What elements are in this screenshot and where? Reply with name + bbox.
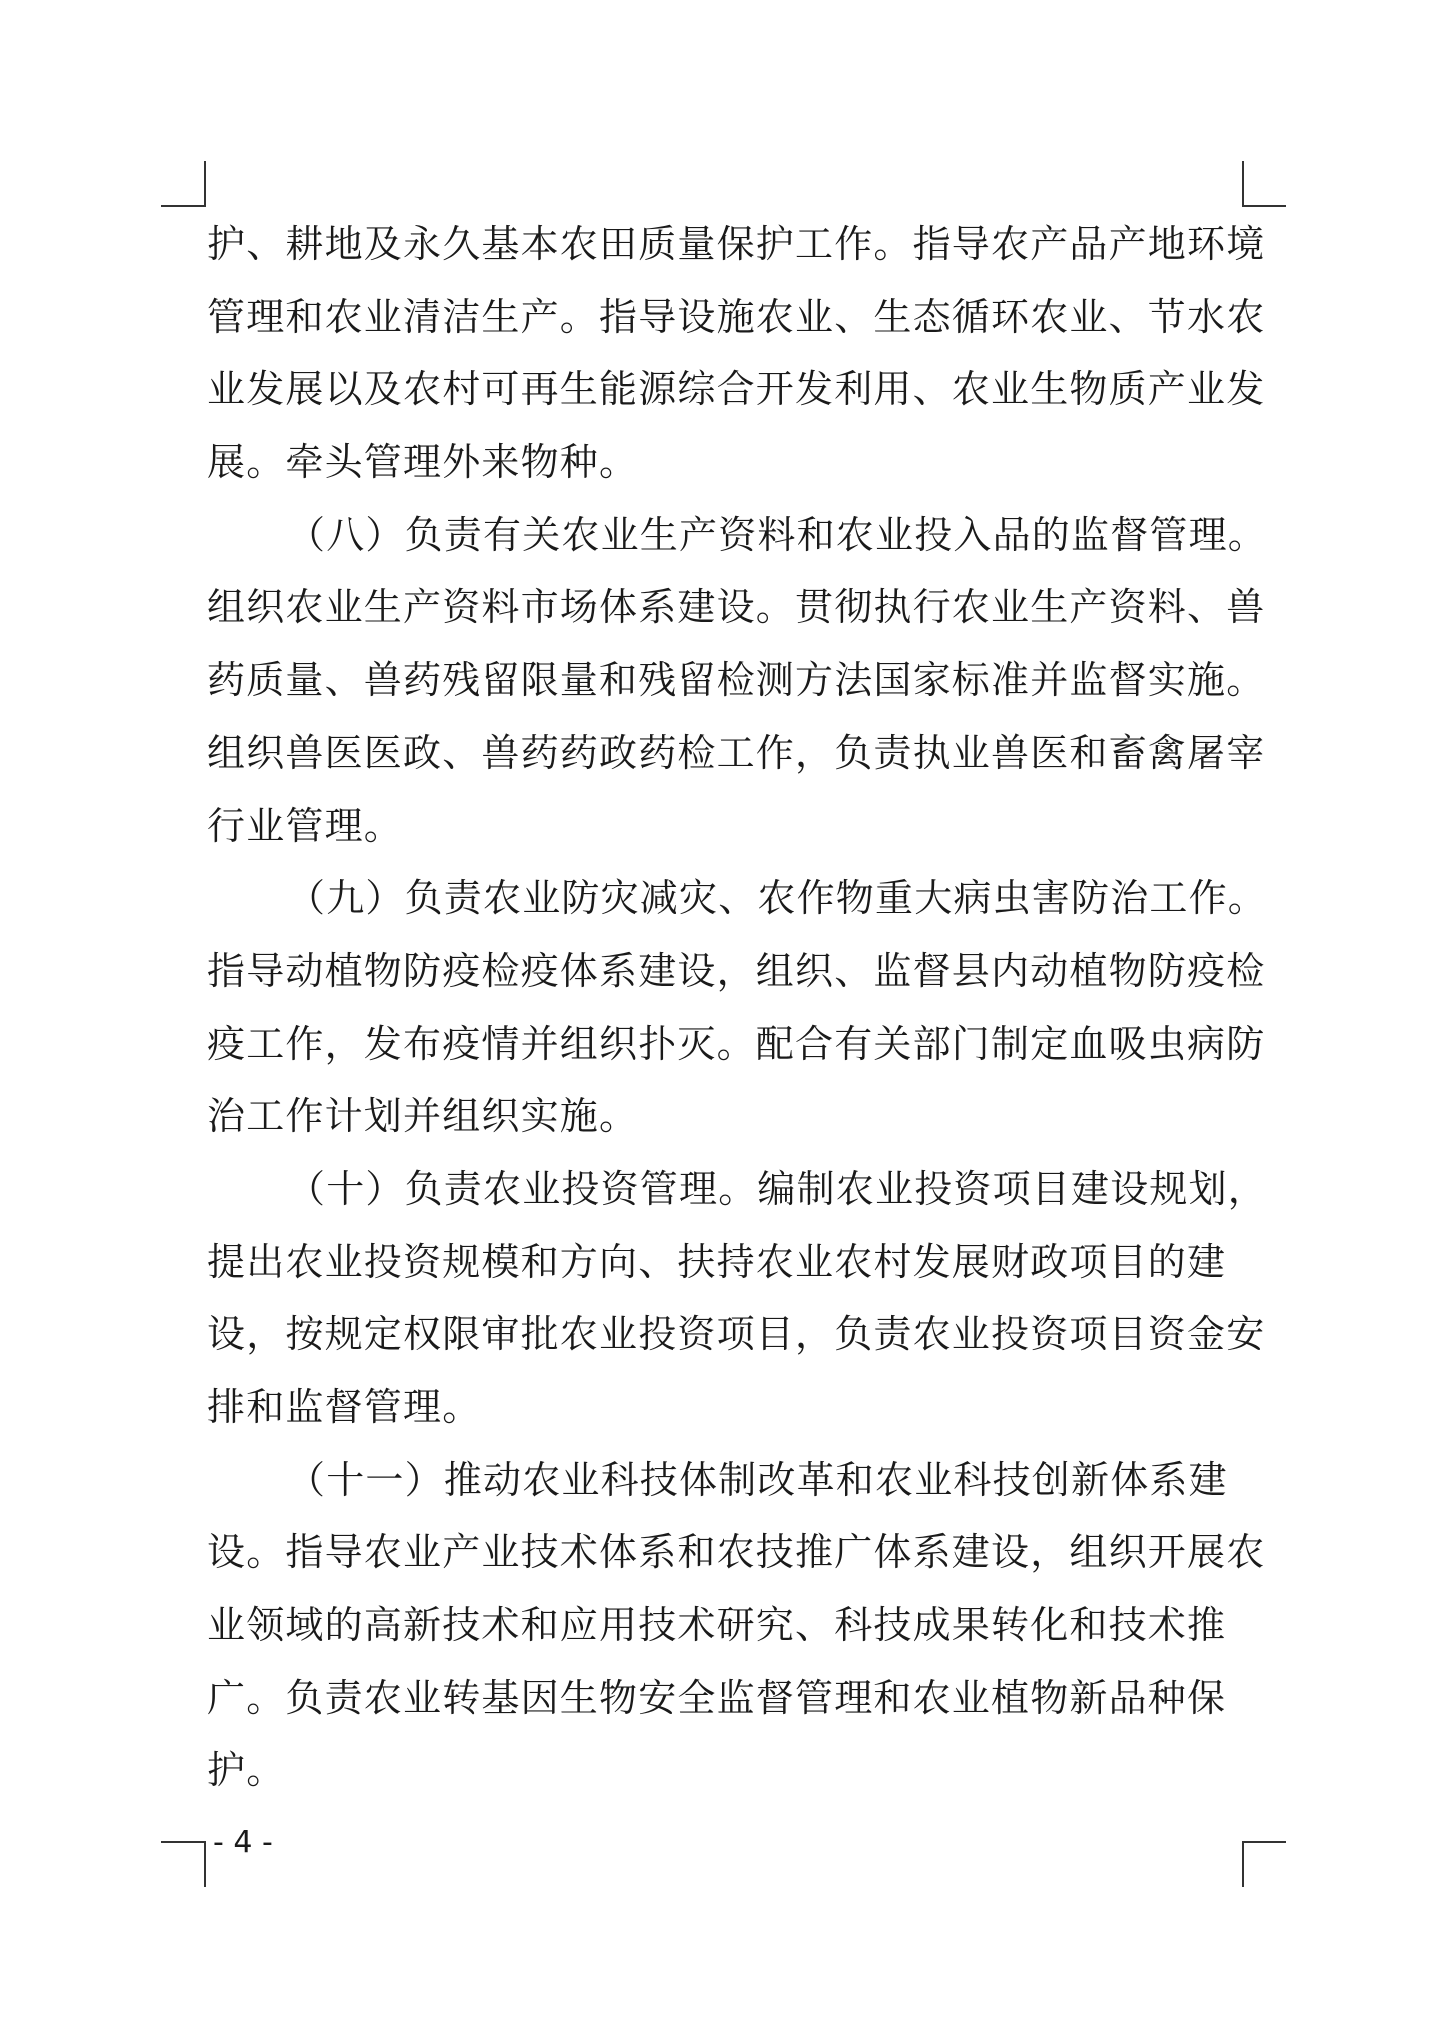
text-line: 行业管理。 [207, 803, 404, 848]
crop-mark-bottom-left-h [161, 1841, 205, 1843]
text-line: 组织兽医医政、兽药药政药检工作，负责执业兽医和畜禽屠宰 [207, 730, 1266, 775]
text-line: 展。牵头管理外来物种。 [207, 440, 639, 485]
text-line: 疫工作，发布疫情并组织扑灭。配合有关部门制定血吸虫病防 [207, 1021, 1266, 1066]
text-line: 护、耕地及永久基本农田质量保护工作。指导农产品产地环境 [207, 222, 1266, 266]
crop-mark-bottom-right-v [1242, 1841, 1244, 1887]
crop-mark-top-left-h [161, 205, 205, 207]
text-line: 广。负责农业转基因生物安全监督管理和农业植物新品种保 [207, 1675, 1227, 1720]
crop-mark-bottom-left-v [204, 1841, 206, 1887]
page-number: - 4 - [213, 1825, 273, 1860]
text-line: 护。 [207, 1748, 286, 1793]
crop-mark-top-left-v [204, 161, 206, 207]
text-line: 提出农业投资规模和方向、扶持农业农村发展财政项目的建 [207, 1239, 1227, 1284]
crop-mark-bottom-right-h [1242, 1841, 1286, 1843]
text-line: 设，按规定权限审批农业投资项目，负责农业投资项目资金安 [207, 1312, 1266, 1357]
text-line: 设。指导农业产业技术体系和农技推广体系建设，组织开展农 [207, 1530, 1266, 1575]
crop-mark-top-right-h [1242, 205, 1286, 207]
text-line: 治工作计划并组织实施。 [207, 1094, 639, 1139]
text-line: 业发展以及农村可再生能源综合开发利用、农业生物质产业发 [207, 367, 1266, 412]
text-line: 指导动植物防疫检疫体系建设，组织、监督县内动植物防疫检 [207, 948, 1266, 993]
text-line: 排和监督管理。 [207, 1385, 482, 1429]
text-line: 业领域的高新技术和应用技术研究、科技成果转化和技术推 [207, 1603, 1227, 1648]
text-line: 管理和农业清洁生产。指导设施农业、生态循环农业、节水农 [207, 294, 1266, 339]
text-line: 组织农业生产资料市场体系建设。贯彻执行农业生产资料、兽 [207, 585, 1266, 630]
body-text [207, 208, 1268, 1807]
paragraph-11-heading-line: （十一）推动农业科技体制改革和农业科技创新体系建 [287, 1457, 1228, 1502]
paragraph-10-heading-line: （十）负责农业投资管理。编制农业投资项目建设规划， [287, 1166, 1268, 1211]
text-line: 药质量、兽药残留限量和残留检测方法国家标准并监督实施。 [207, 658, 1266, 703]
paragraph-8-heading-line: （八）负责有关农业生产资料和农业投入品的监督管理。 [287, 512, 1268, 557]
crop-mark-top-right-v [1242, 161, 1244, 207]
paragraph-9-heading-line: （九）负责农业防灾减灾、农作物重大病虫害防治工作。 [287, 876, 1268, 921]
